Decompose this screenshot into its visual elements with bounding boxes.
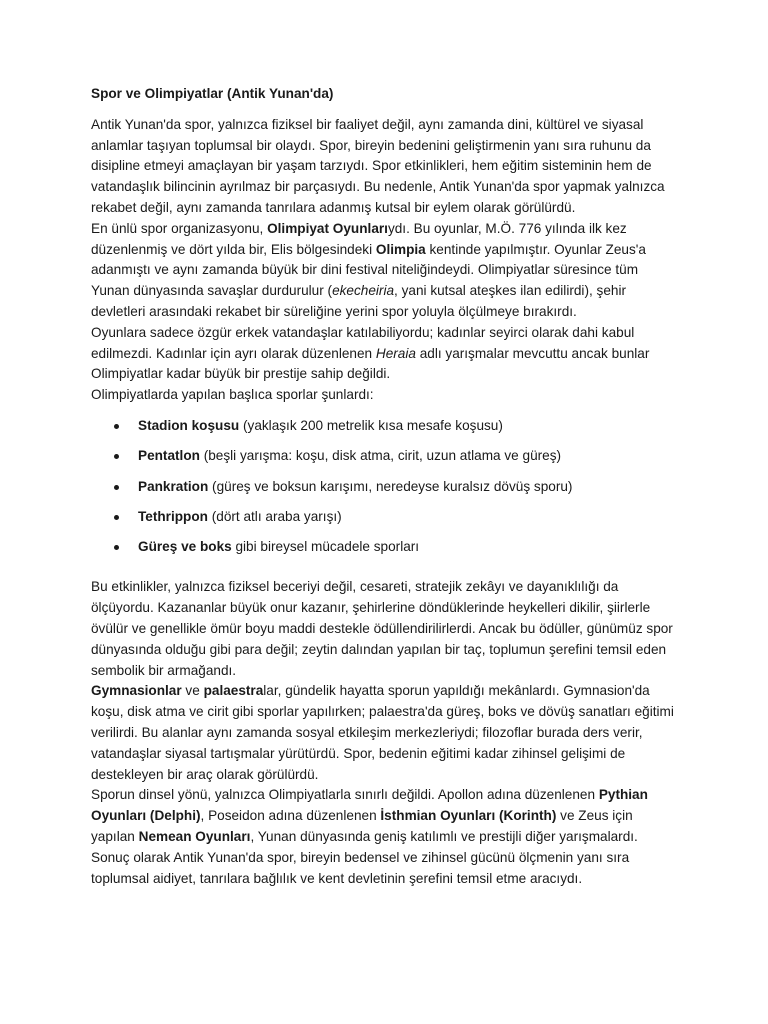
- text-run: adlı yarışmalar mevcuttu ancak bunlar Olimpiyatlar kadar büyük bir prestije sahip değildi.: [91, 345, 650, 382]
- text-run: kentinde yapılmıştır. Oyunlar Zeus'a adanmıştı ve aynı zamanda büyük bir dini festival niteliğindeydi. Olimpiyatlar süresince tüm Yunan dünyasında savaşlar durdurulur (: [91, 241, 646, 299]
- italic-term-heraia: Heraia: [375, 345, 416, 361]
- text-run: ydı. Bu oyunlar, M.Ö. 776 yılında ilk kez düzenlenmiş ve dört yılda bir, Elis bölgesindeki: [91, 220, 627, 257]
- bold-term-palaestra: palaestra: [203, 683, 264, 699]
- list-item: [113, 507, 676, 537]
- text-run: ve Zeus için yapılan: [91, 808, 633, 844]
- sport-description: (yaklaşık 200 metrelik kısa mesafe koşusu): [239, 417, 503, 433]
- bold-term-nemean: Nemean Oyunları: [138, 829, 251, 844]
- bold-term-gymnasionlar: Gymnasionlar: [91, 683, 182, 699]
- text-run: , Poseidon adına düzenlenen: [200, 808, 381, 824]
- document-title: Spor ve Olimpiyatlar (Antik Yunan'da): [91, 86, 334, 101]
- sports-list: [91, 416, 676, 567]
- italic-term-ekecheiria: ekecheiria: [332, 283, 395, 299]
- paragraph-participants: [91, 323, 676, 385]
- text-run: Oyunlara sadece özgür erkek vatandaşlar katılabiliyordu; kadınlar seyirci olarak dahi kabul edilmezdi. Kadınlar için ayrı olarak düzenlenen: [91, 324, 635, 361]
- sport-description: (güreş ve boksun karışımı, neredeyse kuralsız dövüş sporu): [208, 478, 573, 494]
- bold-term-pythian: Pythian Oyunları (Delphi): [91, 787, 648, 824]
- bold-term-olimpia: Olimpia: [375, 241, 426, 257]
- text-run: En ünlü spor organizasyonu,: [91, 220, 268, 236]
- sport-name: Stadion koşusu: [138, 417, 240, 433]
- paragraph-sports-intro: Olimpiyatlarda yapılan başlıca sporlar şunlardı:: [91, 387, 374, 403]
- sport-description: (dört atlı araba yarışı): [207, 508, 342, 524]
- text-run: lar, gündelik hayatta sporun yapıldığı mekânlardı. Gymnasion'da koşu, disk atma ve cirit gibi sporlar yapılırken; palaestra'da güreş, boks ve dövüş sanatları eğitimi verilirdi. Bu alanlar aynı zamanda sosyal etkileşim merkezleriydi; filozoflar burada ders verir, vatandaşlar siyasal tartışmalar yürütürdü. Spor, bedenin eğitimi kadar zihinsel gelişimi de destekleyen bir araç olarak görülürdü.: [91, 683, 674, 782]
- list-item: [113, 446, 676, 476]
- sport-description: gibi bireysel mücadele sporları: [231, 539, 420, 555]
- sport-name: Tethrippon: [138, 508, 208, 524]
- text-run: ve: [181, 683, 204, 699]
- sport-description: (beşli yarışma: koşu, disk atma, cirit, uzun atlama ve güreş): [199, 448, 562, 464]
- bold-term-olimpiyat-oyunlari: Olimpiyat Oyunları: [267, 220, 388, 236]
- paragraph-intro: Antik Yunan'da spor, yalnızca fiziksel bir faaliyet değil, aynı zamanda dini, kültürel ve siyasal anlamlar taşıyan toplumsal bir olaydı. Spor, bireyin bedenini geliştirmenin yanı sıra ruhunu da disipline etmeyi amaçlayan bir yaşam tarzıydı. Spor etkinlikleri, hem eğitim sisteminin hem de vatandaşlık bilincinin ayrılmaz bir parçasıydı. Bu nedenle, Antik Yunan'da spor yapmak yalnızca rekabet değil, aynı zamanda tanrılara adanmış kutsal bir eylem olarak görülürdü.: [91, 116, 665, 215]
- paragraph-gymnasion: [91, 681, 676, 785]
- list-item: [113, 416, 676, 446]
- bold-term-isthmian: İsthmian Oyunları (Korinth): [380, 808, 557, 824]
- text-run: Sporun dinsel yönü, yalnızca Olimpiyatlarla sınırlı değildi. Apollon adına düzenlenen: [91, 787, 599, 803]
- paragraph-olympic-games: [91, 219, 676, 323]
- sport-name: Güreş ve boks: [138, 539, 232, 555]
- text-run: , yani kutsal ateşkes ilan edilirdi), şehir devletleri arasındaki rekabet bir süreliğine yerini spor yoluyla ölçülmeye bırakırdı.: [91, 283, 626, 319]
- list-item: [113, 477, 676, 507]
- list-item: [113, 537, 676, 567]
- paragraph-religious-games: [91, 785, 676, 847]
- paragraph-rewards: Bu etkinlikler, yalnızca fiziksel beceriyi değil, cesareti, stratejik zekâyı ve dayanıklılığı da ölçüyordu. Kazananlar büyük onur kazanır, şehirlerine döndüklerinde heykelleri dikilir, şiirlerle övülür ve genellikle ömür boyu maddi destekle ödüllendirilirlerdi. Ancak bu ödüller, günümüz spor dünyasında olduğu gibi para değil; zeytin dalından yapılan bir taç, toplumun şerefini temsil eden sembolik bir armağandı.: [91, 579, 673, 678]
- paragraph-conclusion: Sonuç olarak Antik Yunan'da spor, bireyin bedensel ve zihinsel gücünü ölçmenin yanı sıra toplumsal aidiyet, tanrılara bağlılık ve kent devletinin şerefini temsil etme aracıydı.: [91, 849, 630, 886]
- text-run: , Yunan dünyasında geniş katılımlı ve prestijli diğer yarışmalardı.: [250, 829, 638, 844]
- sport-name: Pentatlon: [138, 448, 200, 464]
- sport-name: Pankration: [138, 478, 209, 494]
